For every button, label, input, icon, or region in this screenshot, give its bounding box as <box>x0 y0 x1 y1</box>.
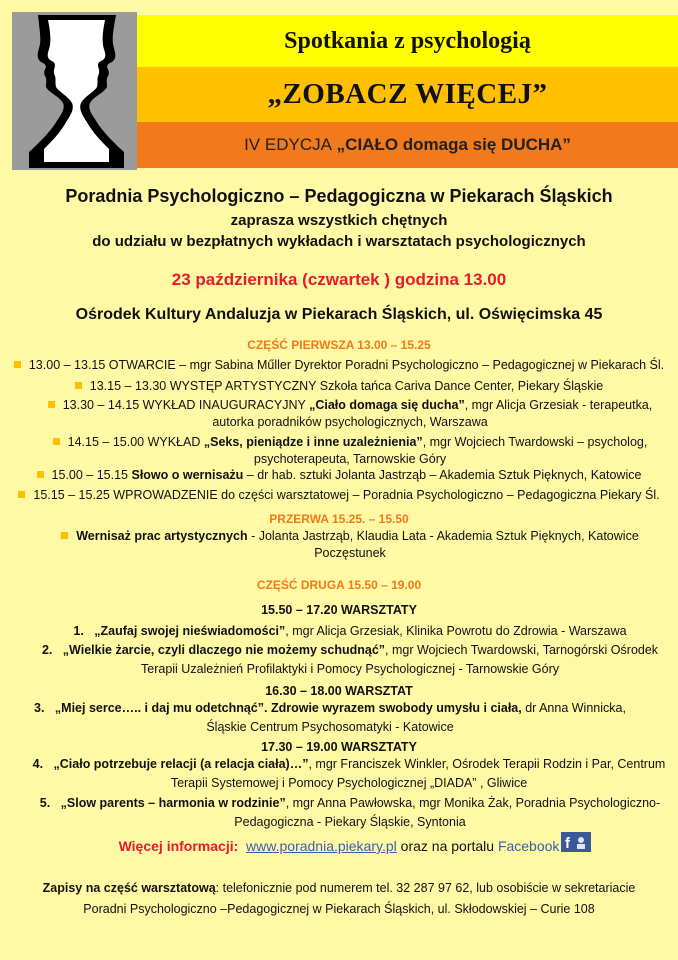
list-item: 13.30 – 14.15 WYKŁAD INAUGURACYJNY „Ciało domaga się ducha”, mgr Alicja Grzesiak - terapeutka, autorka poradników psychologicznych, Warszawa <box>40 397 660 431</box>
bullet-icon <box>48 401 55 408</box>
event-main-title: „ZOBACZ WIĘCEJ” <box>267 78 548 110</box>
list-item: 13.15 – 13.30 WYSTĘP ARTYSTYCZNY Szkoła tańca Cariva Dance Center, Piekary Śląskie <box>0 378 678 395</box>
bullet-icon <box>53 438 60 445</box>
invite-line-1: zaprasza wszystkich chętnych <box>230 212 448 229</box>
part2-title: CZĘŚĆ DRUGA 15.50 – 19.00 <box>256 578 422 592</box>
facebook-text: Facebook <box>497 838 560 854</box>
bullet-icon <box>18 491 25 498</box>
break-title: PRZERWA 15.25. – 15.50 <box>269 512 409 526</box>
list-item: 1. „Zaufaj swojej nieświadomości”, mgr Alicja Grzesiak, Klinika Powrotu do Zdrowia - Warszawa <box>73 624 627 638</box>
workshop-slot-1: 15.50 – 17.20 WARSZTATY <box>261 603 417 617</box>
event-series-title: Spotkania z psychologią <box>284 27 531 54</box>
edition-prefix: IV EDYCJA <box>244 135 332 154</box>
list-item: 15.00 – 15.15 Słowo o wernisażu – dr hab. sztuki Jolanta Jastrząb – Akademia Sztuk Pięknych, Katowice <box>0 467 678 484</box>
list-item: 15.15 – 15.25 WPROWADZENIE do części warsztatowej – Poradnia Psychologiczno – Pedagogiczna Piekary Śl. <box>0 487 678 504</box>
faces-vase-logo <box>12 12 137 170</box>
header <box>0 0 678 170</box>
title-band-amber <box>137 67 678 122</box>
bullet-icon <box>14 361 21 368</box>
bullet-icon <box>37 471 44 478</box>
list-item: 13.00 – 13.15 OTWARCIE – mgr Sabina Műller Dyrektor Poradni Psychologiczno – Pedagogicznej w Piekarach Śl. <box>0 357 678 374</box>
bullet-icon <box>61 532 68 539</box>
edition-title: „CIAŁO domaga się DUCHA” <box>336 135 571 154</box>
event-venue: Ośrodek Kultury Andaluzja w Piekarach Śląskich, ul. Oświęcimska 45 <box>75 306 603 323</box>
invite-line-2: do udziału w bezpłatnych wykładach i warsztatach psychologicznych <box>92 233 586 250</box>
registration-label: Zapisy na część warsztatową <box>42 881 216 895</box>
organizer-name: Poradnia Psychologiczno – Pedagogiczna w Piekarach Śląskich <box>65 186 613 206</box>
facebook-icon[interactable] <box>561 832 591 852</box>
event-date: 23 października (czwartek ) godzina 13.00 <box>171 270 507 289</box>
list-item: 2. „Wielkie żarcie, czyli dlaczego nie możemy schudnąć”, mgr Wojciech Twardowski, Tarnogórski Ośrodek Terapii Uzależnień Profilaktyki i Pomocy Psychologicznej - Tarnowskie Góry <box>41 643 659 676</box>
list-item: Wernisaż prac artystycznych - Jolanta Jastrząb, Klaudia Lata - Akademia Sztuk Pięknych, Katowice Poczęstunek <box>40 528 660 562</box>
list-item: 4. „Ciało potrzebuje relacji (a relacja ciała)…”, mgr Franciszek Winkler, Ośrodek Terapii Rodzin i Par, Centrum Terapii Systemowej i Pomocy Psychologicznej „DIADA” , Gliwice <box>32 757 666 790</box>
registration: Zapisy na część warsztatową: telefonicznie pod numerem tel. 32 287 97 62, lub osobiście w sekretariacie Poradni Psychologiczno –Pedagogicznej w Piekarach Śląskich, ul. Skłodowskiej – Curie 108 <box>42 881 636 916</box>
more-info: Więcej informacji: www.poradnia.piekary.pl oraz na portalu Facebook <box>118 838 560 854</box>
title-band-orange <box>137 122 678 168</box>
workshop-slot-2: 16.30 – 18.00 WARSZTAT <box>265 684 413 698</box>
svg-text:f: f <box>565 835 570 852</box>
title-band-yellow <box>137 15 678 67</box>
list-item: 3. „Miej serce….. i daj mu odetchnąć”. Zdrowie wyrazem swobody umysłu i ciała, dr Anna Winnicka, Śląskie Centrum Psychosomatyki - Katowice <box>34 701 626 734</box>
more-info-label: Więcej informacji: <box>118 838 239 854</box>
workshop-slot-3: 17.30 – 19.00 WARSZTATY <box>261 740 417 754</box>
list-item: 5. „Slow parents – harmonia w rodzinie”, mgr Anna Pawłowska, mgr Monika Żak, Poradnia Psychologiczno- Pedagogiczna - Piekary Śląskie, Syntonia <box>39 796 661 829</box>
bullet-icon <box>75 382 82 389</box>
part1-title: CZĘŚĆ PIERWSZA 13.00 – 15.25 <box>247 338 431 352</box>
list-item: 14.15 – 15.00 WYKŁAD „Seks, pieniądze i inne uzależnienia”, mgr Wojciech Twardowski – psycholog, psychoterapeuta, Tarnowskie Góry <box>40 434 660 468</box>
website-link[interactable]: www.poradnia.piekary.pl <box>246 838 397 854</box>
